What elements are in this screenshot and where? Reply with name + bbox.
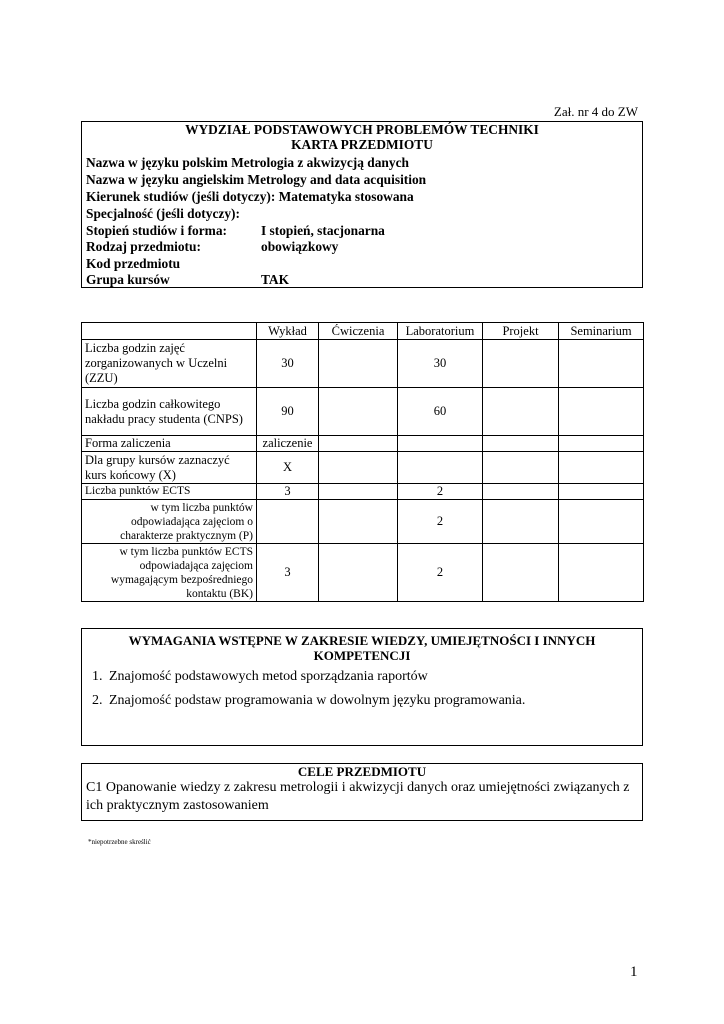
level-label: Stopień studiów i forma:	[86, 223, 227, 238]
specialty: Specjalność (jeśli dotyczy):	[86, 206, 240, 221]
faculty-name: WYDZIAŁ PODSTAWOWYCH PROBLEMÓW TECHNIKI	[185, 122, 539, 137]
goals-title: CELE PRZEDMIOTU	[297, 764, 427, 779]
group-row	[86, 272, 486, 288]
cell-value	[559, 544, 644, 602]
table-row	[82, 452, 644, 484]
footnote: *niepotrzebne skreślić	[88, 838, 151, 846]
page-number: 1	[630, 964, 638, 980]
table-row	[82, 500, 644, 544]
cell-value	[483, 436, 559, 452]
table-row	[82, 388, 644, 436]
cell-value	[398, 436, 483, 452]
row-label: Forma zaliczenia	[82, 436, 257, 452]
cell-value: 60	[398, 388, 483, 436]
list-item: 2. Znajomość podstaw programowania w dowolnym języku programowania.	[106, 693, 642, 709]
prerequisites-section	[81, 628, 643, 746]
type-row	[86, 239, 486, 255]
header-project: Projekt	[483, 323, 559, 340]
group-value: TAK	[261, 272, 290, 287]
cell-value	[559, 452, 644, 484]
header-lecture: Wykład	[257, 323, 319, 340]
cell-value	[319, 452, 398, 484]
cell-value: X	[257, 452, 319, 484]
header-seminar: Seminarium	[559, 323, 644, 340]
cell-value: 30	[398, 340, 483, 388]
cell-value	[483, 484, 559, 500]
row-label: w tym liczba punktów ECTS odpowiadająca zajęciom wymagającym bezpośredniego kontaktu (BK)	[82, 544, 257, 602]
cell-value	[559, 340, 644, 388]
cell-value	[319, 388, 398, 436]
course-goals-section	[81, 763, 643, 821]
field-of-study: Kierunek studiów (jeśli dotyczy): Matematyka stosowana	[86, 189, 414, 204]
table-row	[82, 340, 644, 388]
row-label: Liczba godzin całkowitego nakładu pracy studenta (CNPS)	[82, 388, 257, 436]
table-header-row	[82, 323, 644, 340]
cell-value	[483, 544, 559, 602]
course-code: Kod przedmiotu	[86, 256, 181, 271]
cell-value	[319, 436, 398, 452]
course-name-en: Nazwa w języku angielskim Metrology and data acquisition	[86, 172, 427, 187]
cell-value: 90	[257, 388, 319, 436]
cell-value: 3	[257, 484, 319, 500]
table-row	[82, 544, 644, 602]
goal-c1: C1 Opanowanie wiedzy z zakresu metrologii i akwizycji danych oraz umiejętności związanych z ich praktycznym zastosowaniem	[86, 780, 630, 813]
row-label: Liczba punktów ECTS	[82, 484, 257, 500]
cell-value	[319, 340, 398, 388]
cell-value	[319, 544, 398, 602]
row-label: Dla grupy kursów zaznaczyć kurs końcowy (X)	[82, 452, 257, 484]
header-exercises: Ćwiczenia	[319, 323, 398, 340]
cell-value	[319, 484, 398, 500]
type-label: Rodzaj przedmiotu:	[86, 239, 201, 254]
cell-value	[398, 452, 483, 484]
cell-value	[483, 388, 559, 436]
cell-value: 30	[257, 340, 319, 388]
header-empty	[82, 323, 257, 340]
group-label: Grupa kursów	[86, 272, 170, 287]
cell-value	[559, 500, 644, 544]
row-label: Liczba godzin zajęć zorganizowanych w Uczelni (ZZU)	[82, 340, 257, 388]
cell-value	[483, 452, 559, 484]
type-value: obowiązkowy	[261, 239, 339, 254]
cell-value	[559, 484, 644, 500]
cell-value	[319, 500, 398, 544]
table-row	[82, 436, 644, 452]
cell-value	[257, 500, 319, 544]
cell-value: 2	[398, 544, 483, 602]
document-title: KARTA PRZEDMIOTU	[291, 137, 433, 152]
prerequisites-title: WYMAGANIA WSTĘPNE W ZAKRESIE WIEDZY, UMIEJĘTNOŚCI I INNYCH KOMPETENCJI	[128, 633, 596, 663]
cell-value	[559, 436, 644, 452]
cell-value: 2	[398, 484, 483, 500]
list-item: 1. Znajomość podstawowych metod sporządzania raportów	[106, 669, 642, 685]
cell-value: zaliczenie	[257, 436, 319, 452]
table-row	[82, 484, 644, 500]
course-card-header	[81, 121, 643, 288]
header-laboratory: Laboratorium	[398, 323, 483, 340]
row-label: w tym liczba punktów odpowiadająca zajęciom o charakterze praktycznym (P)	[82, 500, 257, 544]
cell-value	[483, 500, 559, 544]
cell-value: 3	[257, 544, 319, 602]
attachment-note: Zał. nr 4 do ZW	[553, 104, 638, 119]
cell-value: 2	[398, 500, 483, 544]
course-name-pl: Nazwa w języku polskim Metrologia z akwizycją danych	[86, 155, 409, 170]
level-value: I stopień, stacjonarna	[261, 223, 385, 238]
cell-value	[483, 340, 559, 388]
level-row	[86, 223, 486, 239]
hours-table	[81, 322, 644, 602]
cell-value	[559, 388, 644, 436]
prerequisites-list	[82, 669, 642, 709]
